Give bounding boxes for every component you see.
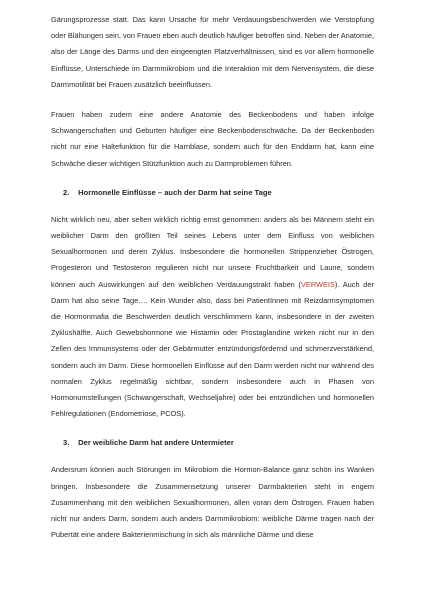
- paragraph-hormones: [51, 212, 374, 423]
- paragraph-text-before: Nicht wirklich neu, aber selten wirklich richtig ernst genommen: anders als bei Männern steht ein weiblicher Darm den größten Teil seines Lebens unter dem Einfluss von weiblichen Sexualhormonen und deren Zyklus. Insbesondere die hormonellen Strippenzieher Östrogen, Progesteron und Testosteron regulieren nicht nur unsere Fruchtbarkeit und Laune, sondern können auch Auswirkungen auf den weiblichen Verdauungstrakt haben (: [51, 214, 374, 289]
- section-number: 2.: [63, 187, 70, 197]
- paragraph-digestion: Gärungsprozesse statt. Das kann Ursache für mehr Verdauungsbeschwerden wie Verstopfung oder Blähungen sein, von Frauen eben auch deutlich häufiger betroffen sind. Neben der Anatomie, also der Länge des Darms und den eingeengten Platzverhältnissen, sind es vor allem hormonelle Einflüsse, Unterschiede im Darmmikrobiom und die Interaktion mit dem Nervensystem, die diese Darmmotilität bei Frauen zusätzlich beeinflussen.: [51, 15, 374, 89]
- paragraph-pelvic-floor: Frauen haben zudem eine andere Anatomie des Beckenbodens und haben infolge Schwangerschaften und Geburten häufiger eine Beckenbodenschwäche. Da der Beckenboden nicht nur eine Haltefunktion für die Harnblase, sondern auch für den Enddarm hat, kann eine Schwäche dieser wichtigen Stützfunktion auch zu Darmproblemen führen.: [51, 110, 374, 168]
- section-title: Der weibliche Darm hat andere Untermieter: [78, 438, 234, 448]
- section-heading-3: [51, 436, 374, 450]
- section-number: 3.: [63, 438, 70, 448]
- reference-marker[interactable]: VERWEIS: [300, 279, 335, 289]
- paragraph-microbiome: Andersrum können auch Störungen im Mikrobiom die Hormon-Balance ganz schön ins Wanken bringen. Insbesondere die Zusammensetzung unserer Darmbakterien steht in engem Zusammenhang mit den weiblichen Sexualhormonen, allen voran dem Östrogen. Frauen haben nicht nur anders Darm, sondern auch anders Darmmikrobiom: weibliche Därme tragen nach der Pubertät eine andere Bakterienmischung in sich als männliche Därme und diese: [51, 465, 374, 540]
- section-heading-2: [51, 186, 374, 200]
- paragraph-text-after: ). Auch der Darm hat also seine Tage…. Kein Wunder also, dass bei PatientInnen mit Reizdarmsymptomen die Hormonmafia die Beschwerden deutlich verschlimmern kann, insbesondere in der zweiten Zyklushälfte. Auch Gewebshormone wie Histamin oder Prostaglandine wirken nicht nur in den Zellen des Immunsystems oder der Gebärmutter entzündungsfördernd und schmerzverstärkend, sondern auch im Darm. Diese hormonellen Einflüsse auf den Darm werden nicht nur während des normalen Zyklus regelmäßig sichtbar, sondern insbesondere auch in Phasen von Hormonumstellungen (Schwangerschaft, Wechseljahre) oder bei entzündlichen und hormonellen Fehlregulationen (Endometriose, PCOS).: [51, 279, 374, 419]
- section-title: Hormonelle Einflüsse – auch der Darm hat seine Tage: [78, 187, 272, 197]
